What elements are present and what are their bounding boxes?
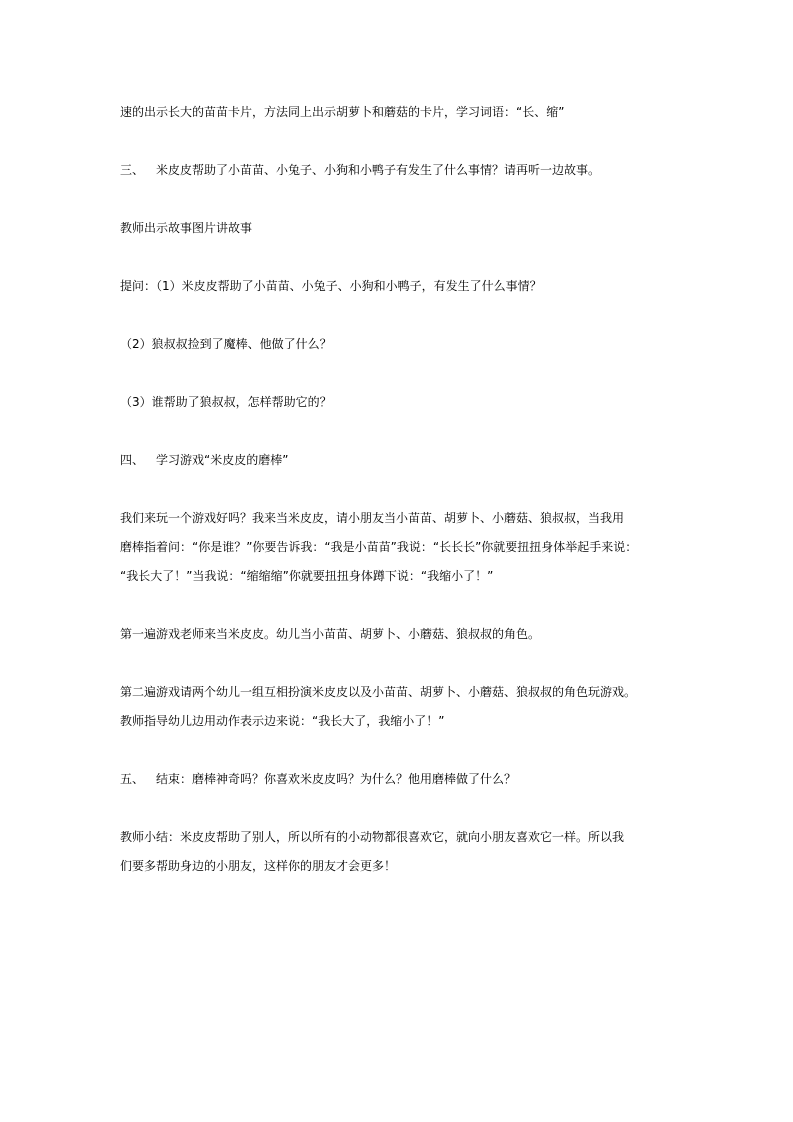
question-line: 提问：（1）米皮皮帮助了小苗苗、小兔子、小狗和小鸭子，有发生了什么事情？: [120, 279, 542, 293]
paragraph-line: 教师小结：米皮皮帮助了别人，所以所有的小动物都很喜欢它，就向小朋友喜欢它一样。所以我: [120, 830, 625, 844]
question-line: （2）狼叔叔捡到了魔棒、他做了什么？: [120, 337, 332, 351]
paragraph-line: 们要多帮助身边的小朋友，这样你的朋友才会更多！: [120, 859, 397, 873]
section-heading-text: 学习游戏“米皮皮的磨棒”: [156, 453, 289, 467]
paragraph-line: 磨棒指着问：“你是谁？”你要告诉我：“我是小苗苗”我说：“长长长”你就要扭扭身体举起手来说：: [120, 540, 638, 554]
section-heading-4: [120, 452, 680, 468]
section-number: 五、: [120, 772, 145, 786]
paragraph-line: 速的出示长大的苗苗卡片，方法同上出示胡萝卜和蘑菇的卡片，学习词语：“长、缩”: [120, 105, 565, 119]
section-heading-3: [120, 162, 680, 178]
section-number: 四、: [120, 453, 145, 467]
section-heading-text: 结束：磨棒神奇吗？你喜欢米皮皮吗？为什么？他用磨棒做了什么？: [156, 772, 517, 786]
paragraph-line: 我们来玩一个游戏好吗？我来当米皮皮，请小朋友当小苗苗、胡萝卜、小蘑菇、狼叔叔，当我用: [120, 511, 625, 525]
paragraph-line: 第一遍游戏老师来当米皮皮。幼儿当小苗苗、胡萝卜、小蘑菇、狼叔叔的角色。: [120, 627, 541, 641]
paragraph-line: 第二遍游戏请两个幼儿一组互相扮演米皮皮以及小苗苗、胡萝卜、小蘑菇、狼叔叔的角色玩游戏。: [120, 685, 637, 699]
section-number: 三、: [120, 163, 145, 177]
section-heading-5: [120, 771, 680, 787]
paragraph-line: 教师出示故事图片讲故事: [120, 221, 253, 235]
section-heading-text: 米皮皮帮助了小苗苗、小兔子、小狗和小鸭子有发生了什么事情？请再听一边故事。: [156, 163, 601, 177]
paragraph-line: “我长大了！”当我说：“缩缩缩”你就要扭扭身体蹲下说：“我缩小了！”: [120, 569, 494, 583]
question-line: （3）谁帮助了狼叔叔，怎样帮助它的？: [120, 395, 332, 409]
paragraph-line: 教师指导幼儿边用动作表示边来说：“我长大了，我缩小了！”: [120, 714, 445, 728]
